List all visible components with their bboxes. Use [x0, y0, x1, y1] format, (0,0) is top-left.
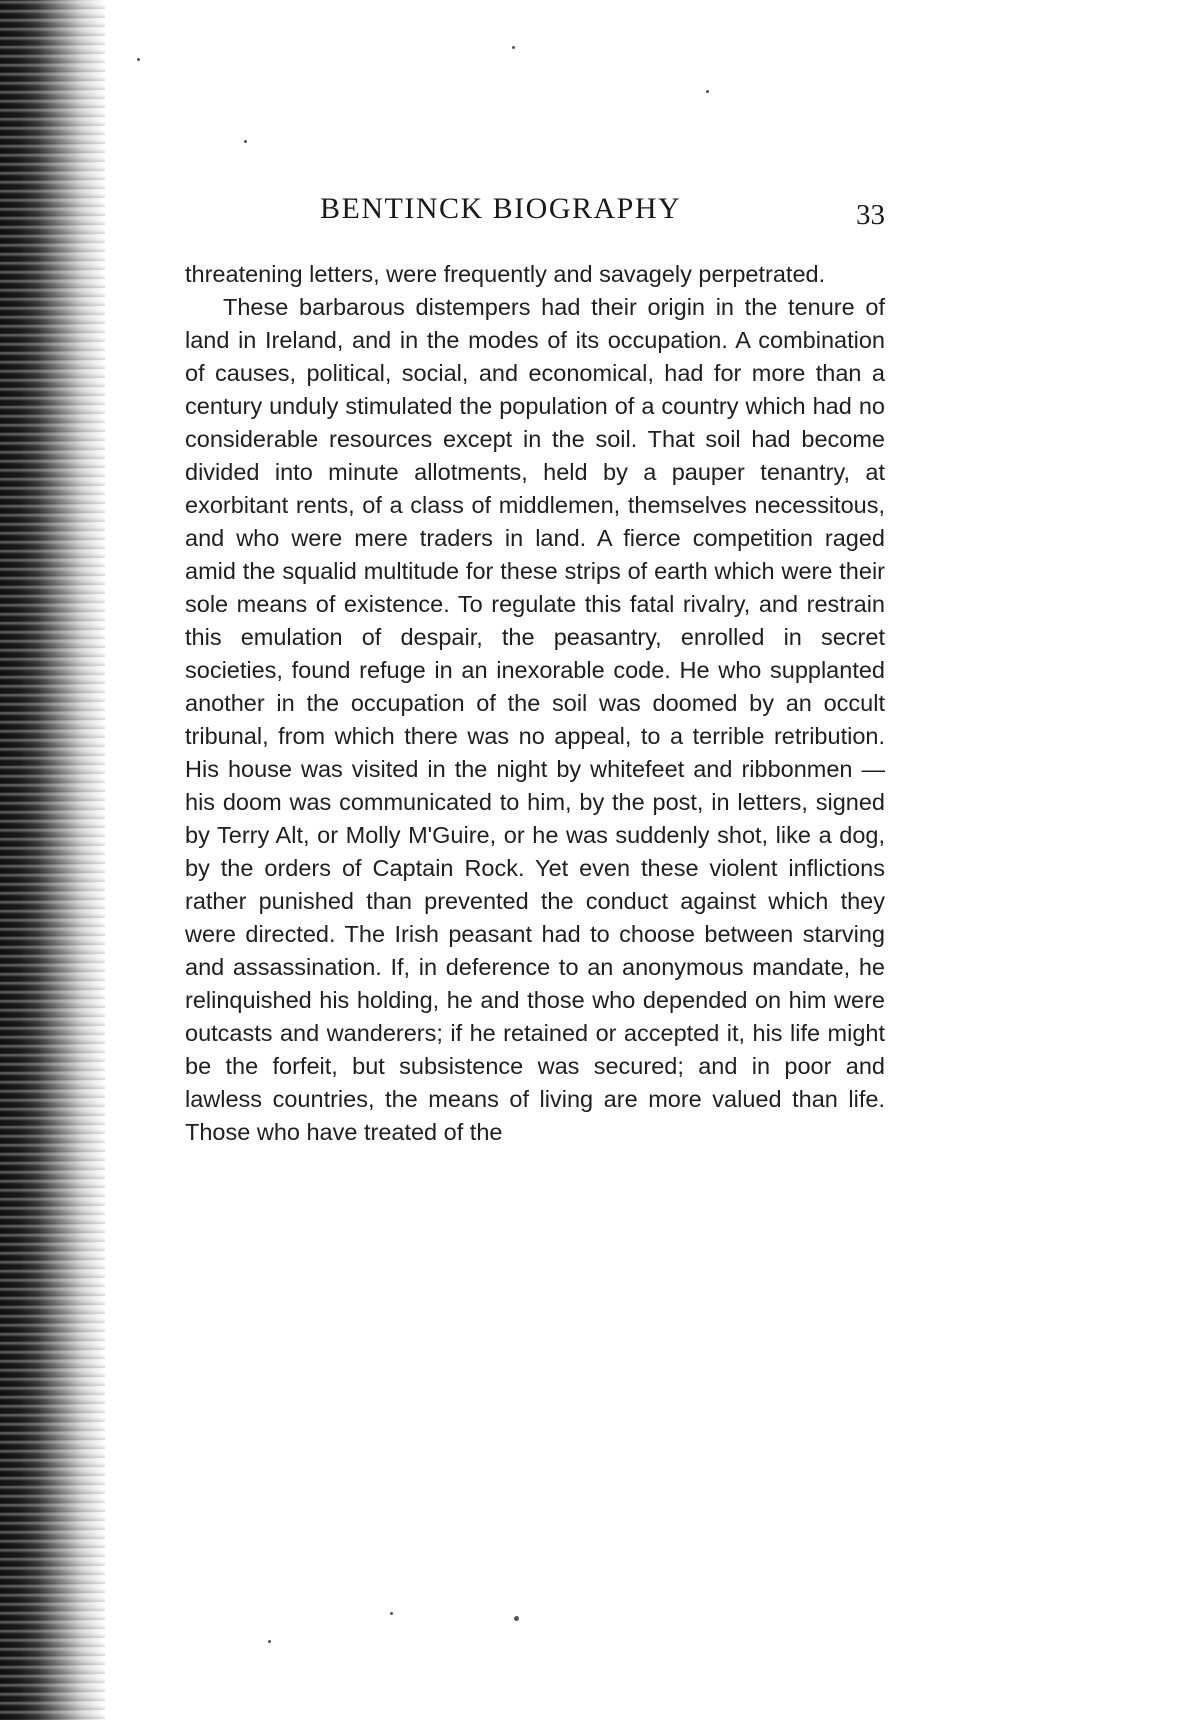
- running-head: BENTINCK BIOGRAPHY: [320, 192, 682, 225]
- scan-speck: [514, 1616, 519, 1621]
- page-number: 33: [856, 199, 885, 231]
- paragraph-continuation: threatening letters, were frequently and savagely perpetrated.: [185, 261, 826, 287]
- paragraph: These barbarous distempers had their origin in the tenure of land in Ireland, and in the modes of its occupation. A combination of causes, political, social, and economical, had for more than a century unduly stimulated the population of a country which had no considerable resources except in the soil. That soil had become divided into minute allotments, held by a pauper tenantry, at exorbitant rents, of a class of middlemen, themselves necessitous, and who were mere traders in land. A fierce competition raged amid the squalid multitude for these strips of earth which were their sole means of existence. To regulate this fatal rivalry, and restrain this emulation of despair, the peasantry, enrolled in secret societies, found refuge in an inexorable code. He who supplanted another in the occupation of the soil was doomed by an occult tribunal, from which there was no appeal, to a terrible retribution. His house was visited in the night by whitefeet and ribbonmen — his doom was communicated to him, by the post, in letters, signed by Terry Alt, or Molly M'Guire, or he was suddenly shot, like a dog, by the orders of Captain Rock. Yet even these violent inflictions rather punished than prevented the conduct against which they were directed. The Irish peasant had to choose between starving and assassination. If, in deference to an anonymous mandate, he relinquished his holding, he and those who depended on him were outcasts and wanderers; if he retained or accepted it, his life might be the forfeit, but subsistence was secured; and in poor and lawless countries, the means of living are more valued than life. Those who have treated of the: [185, 294, 885, 1145]
- scanned-binding-edge: [0, 0, 105, 1720]
- scan-speck: [390, 1612, 393, 1615]
- scan-speck: [244, 140, 247, 143]
- scan-speck: [268, 1640, 271, 1643]
- scan-speck: [137, 58, 140, 61]
- scan-speck: [512, 46, 515, 49]
- page-header: [185, 192, 885, 242]
- body-text: [185, 258, 885, 1149]
- scan-speck: [706, 90, 709, 93]
